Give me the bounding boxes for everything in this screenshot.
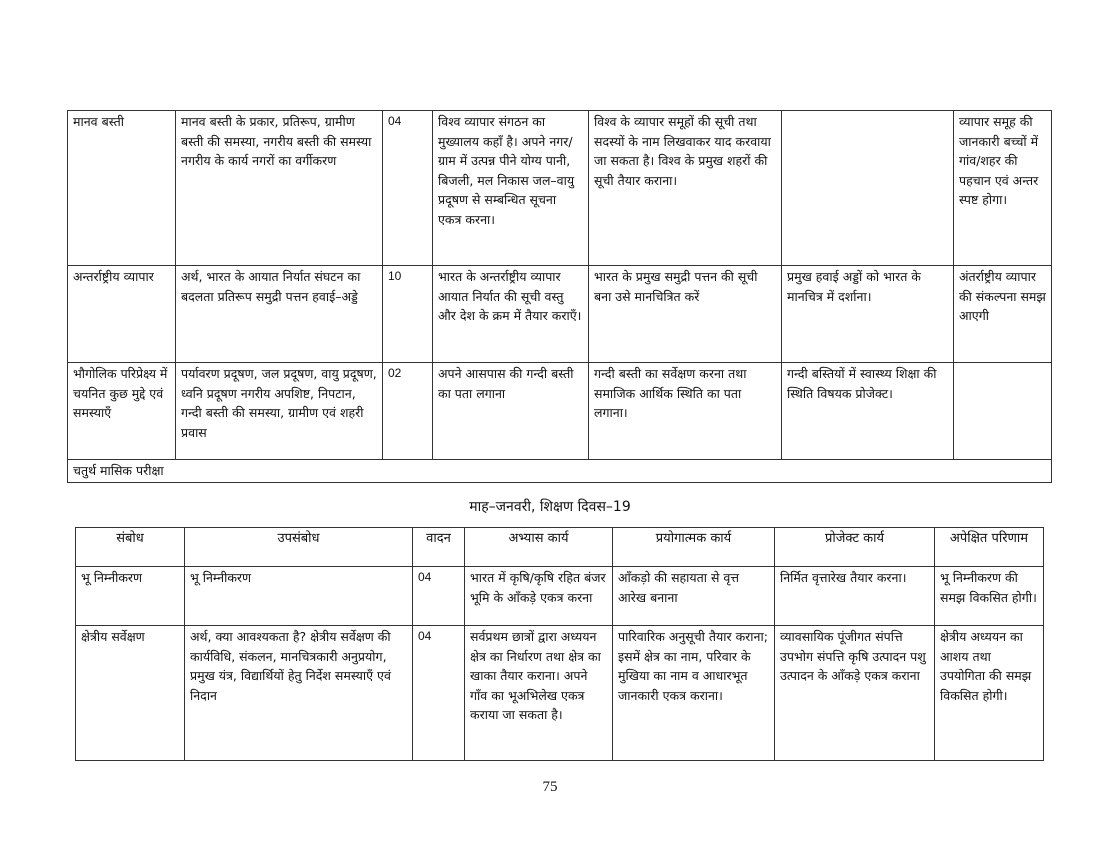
sub-concept-cell: अर्थ, क्या आवश्यकता है? क्षेत्रीय सर्वेक्षण की कार्यविधि, संकलन, मानचित्रकारी अनुप्रयोग, प्रमुख यंत्र, विद्यार्थियों हेतु निर्देश समस्याएँ एवं निदान (185, 626, 413, 761)
header-periods: वादन (413, 528, 465, 567)
periods-cell: 04 (413, 567, 465, 626)
concept-cell: क्षेत्रीय सर्वेक्षण (76, 626, 185, 761)
header-practice-work: अभ्यास कार्य (465, 528, 613, 567)
sub-concept-cell: अर्थ, भारत के आयात निर्यात संघटन का बदलता प्रतिरूप समुद्री पत्तन हवाई–अड्डे (176, 266, 383, 363)
project-work-cell: व्यावसायिक पूंजीगत संपत्ति उपभोग संपत्ति कृषि उत्पादन पशु उत्पादन के आँकड़े एकत्र कराना (775, 626, 935, 761)
periods-cell: 02 (383, 363, 433, 460)
sub-concept-cell: मानव बस्ती के प्रकार, प्रतिरूप, ग्रामीण बस्ती की समस्या, नगरीय बस्ती की समस्या नगरीय के कार्य नगरों का वर्गीकरण (176, 111, 383, 266)
curriculum-table-continued (67, 110, 1052, 483)
header-project-work: प्रोजेक्ट कार्य (775, 528, 935, 567)
concept-cell: अन्तर्राष्ट्रीय व्यापार (68, 266, 176, 363)
table-row (76, 626, 1044, 761)
table-footer-row (68, 460, 1052, 483)
expected-outcome-cell: क्षेत्रीय अध्ययन का आशय तथा उपयोगिता की समझ विकसित होगी। (935, 626, 1044, 761)
curriculum-table-january (75, 527, 1044, 761)
practical-work-cell: आँकड़ो की सहायता से वृत्त आरेख बनाना (613, 567, 775, 626)
sub-concept-cell: पर्यावरण प्रदूषण, जल प्रदूषण, वायु प्रदूषण, ध्वनि प्रदूषण नगरीय अपशिष्ट, निपटान, गन्दी बस्ती की समस्या, ग्रामीण एवं शहरी प्रवास (176, 363, 383, 460)
header-practical-work: प्रयोगात्मक कार्य (613, 528, 775, 567)
periods-cell: 04 (383, 111, 433, 266)
sub-concept-cell: भू निम्नीकरण (185, 567, 413, 626)
practical-work-cell: विश्व के व्यापार समूहों की सूची तथा सदस्यों के नाम लिखवाकर याद करवाया जा सकता है। विश्व के प्रमुख शहरों की सूची तैयार कराना। (589, 111, 782, 266)
header-expected-outcome: अपेक्षित परिणाम (935, 528, 1044, 567)
practice-work-cell: विश्व व्यापार संगठन का मुख्यालय कहाँ है। अपने नगर/ग्राम में उत्पन्न पीने योग्य पानी, बिजली, मल निकास जल–वायु प्रदूषण से सम्बन्धित सूचना एकत्र करना। (433, 111, 589, 266)
practice-work-cell: भारत में कृषि/कृषि रहित बंजर भूमि के आँकड़े एकत्र करना (465, 567, 613, 626)
periods-cell: 10 (383, 266, 433, 363)
practical-work-cell: पारिवारिक अनुसूची तैयार कराना; इसमें क्षेत्र का नाम, परिवार के मुखिया का नाम व आधारभूत जानकारी एकत्र कराना। (613, 626, 775, 761)
project-work-cell (782, 111, 954, 266)
month-heading: माह–जनवरी, शिक्षण दिवस–19 (469, 499, 631, 515)
concept-cell: भौगोलिक परिप्रेक्ष्य में चयनित कुछ मुद्दे एवं समस्याएँ (68, 363, 176, 460)
concept-cell: मानव बस्ती (68, 111, 176, 266)
practical-work-cell: गन्दी बस्ती का सर्वेक्षण करना तथा समाजिक आर्थिक स्थिति का पता लगाना। (589, 363, 782, 460)
project-work-cell: प्रमुख हवाई अड्डों को भारत के मानचित्र में दर्शाना। (782, 266, 954, 363)
practical-work-cell: भारत के प्रमुख समुद्री पत्तन की सूची बना उसे मानचित्रित करें (589, 266, 782, 363)
table-row (76, 567, 1044, 626)
practice-work-cell: भारत के अन्तर्राष्ट्रीय व्यापार आयात निर्यात की सूची वस्तु और देश के क्रम में तैयार कराएँ। (433, 266, 589, 363)
expected-outcome-cell (954, 363, 1052, 460)
project-work-cell: निर्मित वृत्तारेख तैयार करना। (775, 567, 935, 626)
concept-cell: भू निम्नीकरण (76, 567, 185, 626)
page-number: 75 (542, 779, 558, 795)
header-row (76, 528, 1044, 567)
table-row (68, 363, 1052, 460)
monthly-exam-label: चतुर्थ मासिक परीक्षा (68, 460, 1052, 483)
practice-work-cell: अपने आसपास की गन्दी बस्ती का पता लगाना (433, 363, 589, 460)
table-row (68, 111, 1052, 266)
practice-work-cell: सर्वप्रथम छात्रों द्वारा अध्ययन क्षेत्र का निर्धारण तथा क्षेत्र का खाका तैयार कराना। अपने गाँव का भूअभिलेख एकत्र कराया जा सकता है। (465, 626, 613, 761)
expected-outcome-cell: भू निम्नीकरण की समझ विकसित होगी। (935, 567, 1044, 626)
periods-cell: 04 (413, 626, 465, 761)
header-concept: संबोध (76, 528, 185, 567)
header-sub-concept: उपसंबोध (185, 528, 413, 567)
expected-outcome-cell: अंतर्राष्ट्रीय व्यापार की संकल्पना समझ आएगी (954, 266, 1052, 363)
project-work-cell: गन्दी बस्तियों में स्वास्थ्य शिक्षा की स्थिति विषयक प्रोजेक्ट। (782, 363, 954, 460)
table-row (68, 266, 1052, 363)
expected-outcome-cell: व्यापार समूह की जानकारी बच्चों में गांव/शहर की पहचान एवं अन्तर स्पष्ट होगा। (954, 111, 1052, 266)
